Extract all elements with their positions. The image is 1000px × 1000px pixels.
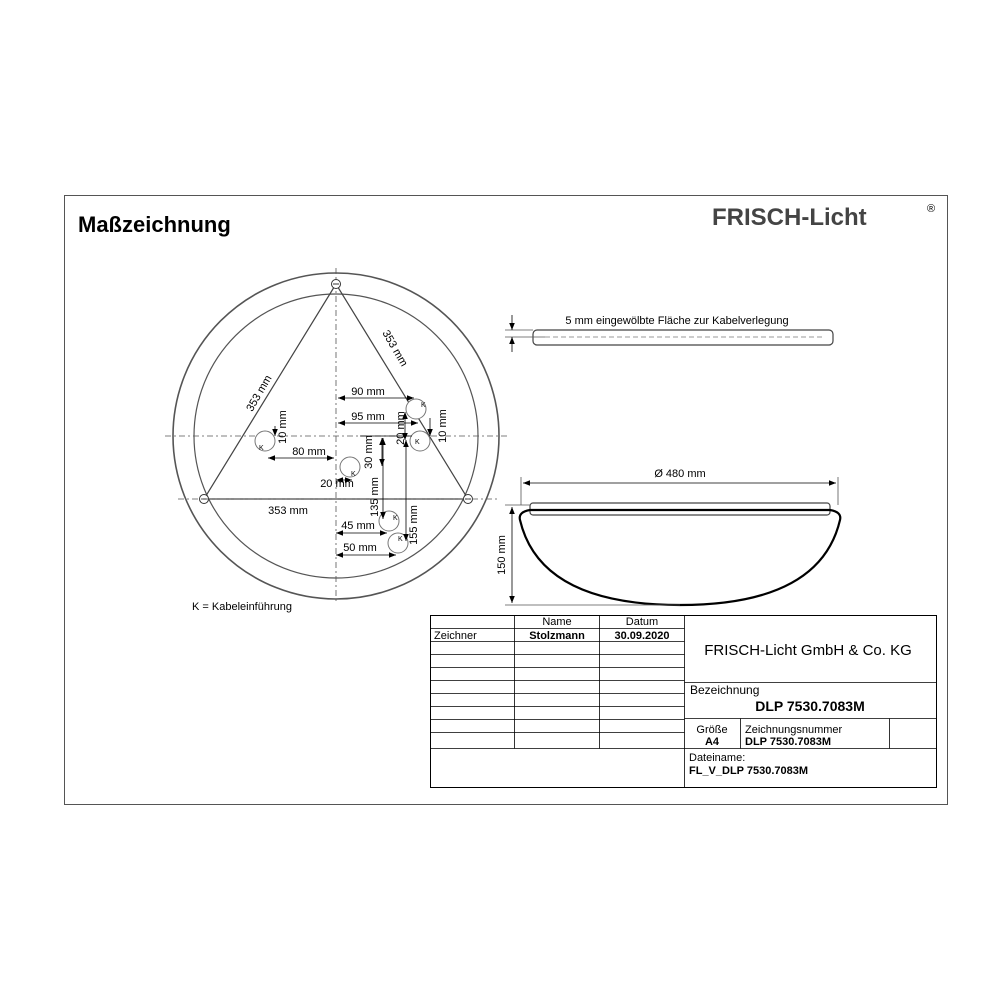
filename-value: FL_V_DLP 7530.7083M: [689, 765, 809, 777]
company-name: FRISCH-Licht GmbH & Co. KG: [704, 642, 912, 659]
cable-entry-hole: [255, 431, 275, 452]
side-view: [496, 315, 840, 605]
dim-30: 30 mm: [363, 435, 375, 469]
size-label: Größe: [696, 724, 728, 736]
brand-logo: [712, 203, 935, 231]
dim-90: 90 mm: [351, 386, 385, 398]
cable-entry-marker: K: [415, 439, 420, 446]
drawing-title: Maßzeichnung: [78, 212, 231, 237]
diameter-label: Ø 480 mm: [654, 468, 706, 480]
cable-entry-marker: K: [259, 445, 264, 452]
dim-50: 50 mm: [343, 542, 377, 554]
cable-entry-marker: K: [393, 515, 398, 522]
dim-side-right: 353 mm: [379, 328, 410, 369]
drawing-number-label: Zeichnungsnummer: [745, 724, 843, 736]
dim-135: 135 mm: [369, 477, 381, 517]
designation-value: DLP 7530.7083M: [755, 698, 865, 714]
title-block: [431, 616, 937, 788]
drawer-label: Zeichner: [434, 630, 477, 642]
dim-side-left: 353 mm: [244, 373, 275, 414]
cable-entry-marker: K: [398, 536, 403, 543]
dim-45: 45 mm: [341, 520, 375, 532]
cable-entry-marker: K: [351, 471, 356, 478]
cable-entry-hole: [379, 511, 399, 531]
cable-entry-legend: K = Kabeleinführung: [192, 601, 292, 613]
center-lines: [165, 268, 510, 602]
dim-155: 155 mm: [408, 505, 420, 545]
recess-note: 5 mm eingewölbte Fläche zur Kabelverlegung: [565, 315, 789, 327]
size-value: A4: [704, 736, 720, 748]
dim-95: 95 mm: [351, 411, 385, 423]
lamp-shade: [520, 510, 841, 605]
filename-label: Dateiname:: [689, 752, 746, 764]
drawing-number-value: DLP 7530.7083M: [745, 736, 832, 748]
dim-10-right: 10 mm: [437, 409, 449, 443]
base-plate: [533, 330, 833, 345]
dim-10-left: 10 mm: [277, 410, 289, 444]
drawer-name: Stolzmann: [529, 630, 585, 642]
brand-name: FRISCH-Licht: [712, 204, 867, 231]
cable-entry-hole: [388, 533, 408, 553]
top-view: [165, 268, 510, 613]
dim-side-bottom: 353 mm: [268, 505, 308, 517]
dim-20-horizontal: 20 mm: [320, 478, 354, 490]
drawer-date: 30.09.2020: [614, 630, 670, 642]
cable-entry-hole: [406, 399, 426, 419]
mounting-hole: [332, 280, 341, 289]
header-date: Datum: [625, 616, 659, 628]
dim-80: 80 mm: [292, 446, 326, 458]
height-label: 150 mm: [496, 535, 508, 575]
cable-entry-hole: [410, 431, 430, 451]
header-name: Name: [542, 616, 572, 628]
brand-registered-mark: ®: [927, 203, 936, 215]
designation-label: Bezeichnung: [690, 683, 760, 697]
cable-entry-marker: K: [421, 402, 426, 409]
cable-entry-hole: [340, 457, 360, 478]
dim-20-vertical: 20 mm: [395, 411, 407, 445]
